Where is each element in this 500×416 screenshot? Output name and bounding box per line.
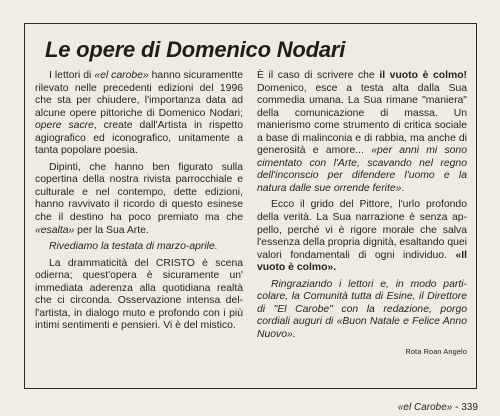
paragraph-right-1: È il caso di scrivere che il vuoto è colmo! Domenico, esce a testa alta dalla Sua commedia umana. La Sua rimane "maniera" della comunicazione di massa. Un manierismo come strumento di critica sociale a base di malinconia e di rabbia, ma anche di generosità e amore... «per anni mi sono cimentato con l'Arte, scavando nel regno dell'inconscio per difendere l'uomo e la natura dalle sue orrende ferite». bbox=[257, 70, 467, 194]
footer-magazine-name: «el Carobe» bbox=[397, 402, 453, 413]
page-footer bbox=[398, 402, 478, 413]
paragraph-left-4: La drammaticità del CRISTO è scena odierna; quest'opera è sicuramente un' immediata aderenza alla quotidiana realtà che ci circonda. Osservazione intensa del l'artista, in dialogo muto e profondo con i più intimi sentimenti e pensieri. Vi è del mistico. bbox=[35, 257, 243, 332]
paragraph-left-2: Dipinti, che hanno ben figurato sulla copertina della nostra rivista parrocchiale e culturale e nel contempo, dette edizioni, hanno ravvivato il ricordo di questo esinese che il destino ha poco premiato ma che «esalta» per la Sua Arte. bbox=[35, 161, 243, 236]
paragraph-left-1: I lettori di «el carobe» hanno sicuramentte rilevato nelle precedenti edizioni del 1996 che sta per chiudere, l'importanza data ad alcune opere pittoriche di Domenico Nodari; opere sacre, create dall'Artista in rispetto agiografico ed iconografico, unitamente a tanta popolare poesia. bbox=[35, 70, 243, 157]
author-signature: Rota Roan Angelo bbox=[405, 347, 467, 357]
article-title: Le opere di Domenico Nodari bbox=[45, 37, 346, 62]
article-box bbox=[24, 23, 477, 389]
article-column-right bbox=[257, 70, 467, 357]
page-number: 339 bbox=[461, 402, 478, 413]
paragraph-left-3: Rivediamo la testata di marzo-aprile. bbox=[49, 241, 218, 253]
article-column-left bbox=[35, 70, 243, 333]
paragraph-right-2: Ecco il grido del Pittore, l'urlo profondo della verità. La Sua narrazione è senza appello, perché vi è rigore morale che salva l'essenza della propria dignità, esaltando quei valori fondamentali di ogni individuo. «Il vuoto è colmo». bbox=[257, 199, 467, 274]
footer-separator: - bbox=[452, 402, 462, 413]
paragraph-right-3: Ringraziando i lettori e, in modo particolare, la Comunità tutta di Esine, il Direttore di "El Carobe" con la redazione, porgo cordiali auguri di «Buon Natale e Felice Anno Nuovo». bbox=[257, 278, 467, 340]
